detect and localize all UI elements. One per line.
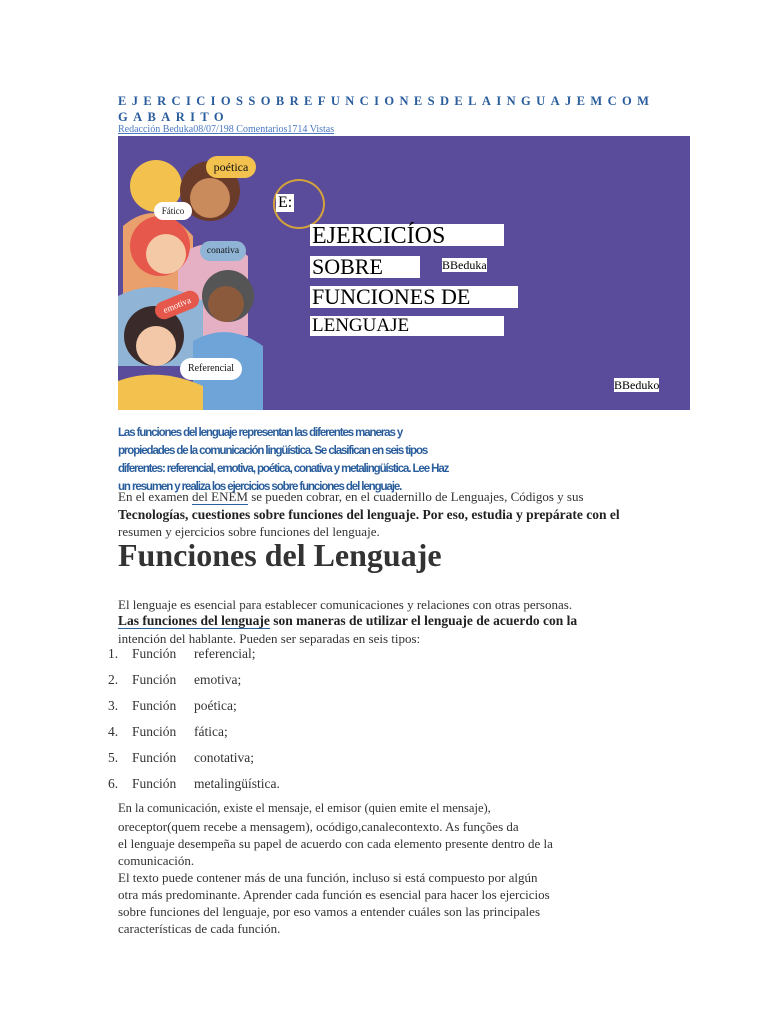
- article-banner: [118, 136, 690, 410]
- comm-line-8: características de cada función.: [118, 921, 281, 936]
- enem-bold: Tecnologías, cuestiones sobre funciones del lenguaje. Por eso, estudia y prepárate con el: [118, 507, 620, 522]
- list-item: 1. Función referencial;: [108, 646, 256, 661]
- comm-line-4: comunicación.: [118, 853, 195, 868]
- enem-link[interactable]: del ENEM: [192, 489, 248, 504]
- bubble-emotiva: emotiva: [152, 288, 201, 322]
- comm-line-7: sobre funciones del lenguaje, por eso vamos a entender cuáles son las principales: [118, 904, 540, 919]
- intro-summary: Las funciones del lenguaje representan las diferentes maneras y propiedades de la comunicación lingüística. Se clasifican en seis tipos diferentes: referencial, emotiva, poética, conativa y metalingüística. Lee Haz un resumen y realiza los ejercicios sobre funciones del lenguaje.: [118, 427, 449, 493]
- bubble-referencial: Referencial: [180, 358, 242, 380]
- banner-line-4: LENGUAJE: [310, 316, 504, 336]
- comm-line-2: oreceptor(quem recebe a mensagem), ocódigo,canalecontexto. As funções da: [118, 819, 519, 834]
- comm-line-6: otra más predominante. Aprender cada función es esencial para hacer los ejercicios: [118, 887, 550, 902]
- section-para-2-end: intención del hablante. Pueden ser separadas en seis tipos:: [118, 631, 421, 646]
- list-item: 4. Función fática;: [108, 724, 228, 739]
- banner-e-label: E:: [278, 194, 293, 211]
- section-para-2: [118, 612, 678, 629]
- banner-brand-bottom: BBeduko: [614, 378, 660, 392]
- enem-text-b: se pueden cobrar, en el cuadernillo de Lenguajes, Códigos y sus: [247, 489, 584, 504]
- banner-line-2: SOBRE: [310, 256, 420, 278]
- section-para-1: El lenguaje es esencial para establecer comunicaciones y relaciones con otras personas.: [118, 597, 573, 612]
- section-para-2-bold: son maneras de utilizar el lenguaje de acuerdo con la: [269, 613, 578, 628]
- article-title: EJERCICIOSSOBREFUNCIONESDELAINGUAJEMCOM GABARITO: [118, 94, 655, 124]
- bubble-conativa: conativa: [200, 241, 246, 261]
- enem-end: resumen y ejercicios sobre funciones del lenguaje.: [118, 524, 380, 539]
- function-list: [108, 646, 280, 802]
- list-item: 3. Función poética;: [108, 698, 237, 713]
- section-heading: Funciones del Lenguaje: [118, 537, 442, 573]
- enem-paragraph: [118, 488, 718, 505]
- article-meta-link[interactable]: Redacción Beduka08/07/198 Comentarios1714 Vistas: [118, 124, 335, 135]
- list-item: 2. Función emotiva;: [108, 672, 242, 687]
- banner-line-3: FUNCIONES DE: [310, 286, 518, 308]
- bubble-poetica: poética: [206, 156, 256, 178]
- banner-brand-mid: BBeduka: [442, 258, 487, 272]
- bubble-fatica: Fático: [154, 202, 192, 220]
- list-item: 6. Función metalingüística.: [108, 776, 280, 791]
- comm-line-1: En la comunicación, existe el mensaje, el emisor (quien emite el mensaje),: [118, 801, 491, 815]
- banner-line-1: EJERCICÍOS: [310, 224, 504, 246]
- comm-line-3: el lenguaje desempeña su papel de acuerdo con cada elemento presente dentro de la: [118, 836, 553, 851]
- list-item: 5. Función conotativa;: [108, 750, 254, 765]
- enem-text-a: En el examen: [118, 489, 192, 504]
- comm-line-5: El texto puede contener más de una función, incluso si está compuesto por algún: [118, 870, 538, 885]
- funciones-link[interactable]: Las funciones del lenguaje: [118, 613, 270, 628]
